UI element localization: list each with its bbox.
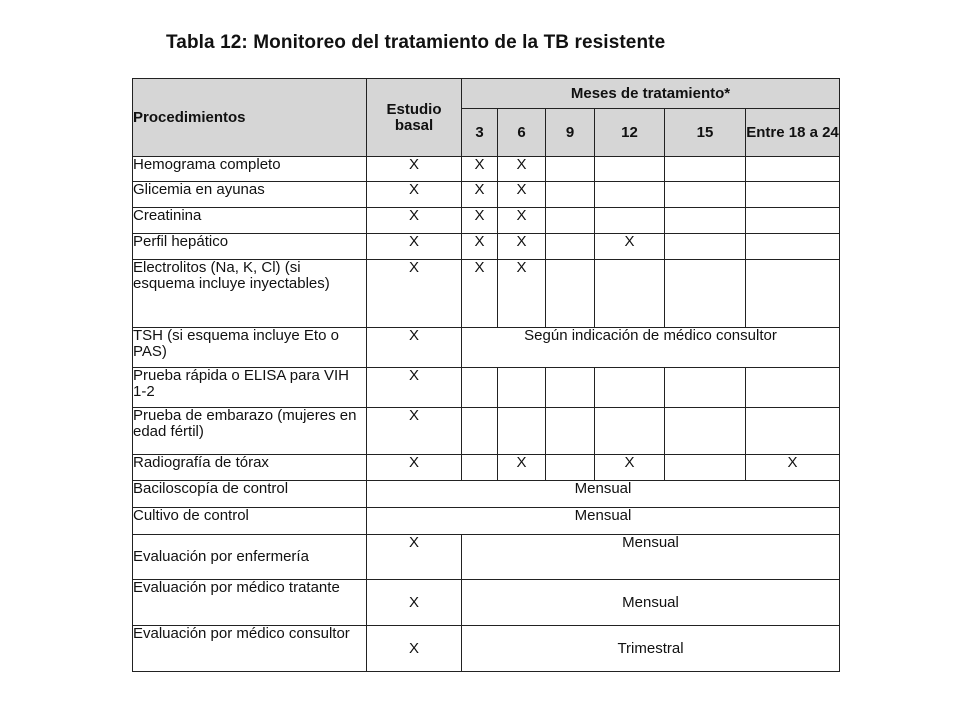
header-month: Entre 18 a 24 xyxy=(746,109,840,157)
month-cell: X xyxy=(498,260,546,328)
month-cell: X xyxy=(595,455,665,481)
month-cell xyxy=(498,368,546,408)
procedure-label: Hemograma completo xyxy=(133,157,367,182)
basal-cell: X xyxy=(367,580,462,626)
span-note: Trimestral xyxy=(462,626,840,672)
table-row xyxy=(133,455,840,481)
procedure-label: Creatinina xyxy=(133,208,367,234)
procedure-label: TSH (si esquema incluye Eto o PAS) xyxy=(133,328,367,368)
basal-cell: X xyxy=(367,626,462,672)
table-row xyxy=(133,481,840,508)
header-meses: Meses de tratamiento* xyxy=(462,79,840,109)
month-cell xyxy=(746,208,840,234)
procedure-label: Baciloscopía de control xyxy=(133,481,367,508)
header-month: 15 xyxy=(665,109,746,157)
month-cell xyxy=(746,368,840,408)
table-row xyxy=(133,157,840,182)
basal-cell: X xyxy=(367,535,462,580)
span-note: Mensual xyxy=(367,481,840,508)
basal-cell: X xyxy=(367,368,462,408)
basal-cell: X xyxy=(367,208,462,234)
month-cell xyxy=(595,260,665,328)
table-row xyxy=(133,182,840,208)
month-cell xyxy=(462,455,498,481)
basal-cell: X xyxy=(367,260,462,328)
month-cell xyxy=(546,234,595,260)
procedure-label: Evaluación por médico consultor xyxy=(133,626,367,672)
month-cell xyxy=(462,368,498,408)
month-cell xyxy=(546,408,595,455)
month-cell xyxy=(665,208,746,234)
month-cell xyxy=(746,157,840,182)
month-cell xyxy=(595,368,665,408)
basal-cell: X xyxy=(367,234,462,260)
table-row xyxy=(133,508,840,535)
procedure-label: Evaluación por enfermería xyxy=(133,535,367,580)
month-cell: X xyxy=(498,157,546,182)
month-cell: X xyxy=(462,234,498,260)
month-cell xyxy=(498,408,546,455)
month-cell xyxy=(546,368,595,408)
month-cell xyxy=(546,157,595,182)
month-cell xyxy=(595,182,665,208)
procedure-label: Evaluación por médico tratante xyxy=(133,580,367,626)
procedure-label: Prueba rápida o ELISA para VIH 1-2 xyxy=(133,368,367,408)
table-row xyxy=(133,328,840,368)
month-cell: X xyxy=(595,234,665,260)
month-cell xyxy=(595,208,665,234)
table-row xyxy=(133,626,840,672)
table-row xyxy=(133,580,840,626)
month-cell: X xyxy=(746,455,840,481)
month-cell: X xyxy=(498,182,546,208)
table-row xyxy=(133,208,840,234)
month-cell: X xyxy=(498,455,546,481)
basal-cell: X xyxy=(367,408,462,455)
month-cell xyxy=(546,182,595,208)
month-cell: X xyxy=(498,234,546,260)
monitoring-table xyxy=(132,78,840,672)
month-cell xyxy=(546,455,595,481)
basal-cell: X xyxy=(367,157,462,182)
procedure-label: Prueba de embarazo (mujeres en edad fértil) xyxy=(133,408,367,455)
month-cell xyxy=(746,260,840,328)
month-cell: X xyxy=(462,208,498,234)
month-cell xyxy=(462,408,498,455)
month-cell xyxy=(665,182,746,208)
procedure-label: Perfil hepático xyxy=(133,234,367,260)
month-cell xyxy=(665,455,746,481)
procedure-label: Cultivo de control xyxy=(133,508,367,535)
table-row xyxy=(133,260,840,328)
month-cell: X xyxy=(462,182,498,208)
month-cell: X xyxy=(498,208,546,234)
month-cell xyxy=(665,234,746,260)
table-title: Tabla 12: Monitoreo del tratamiento de la TB resistente xyxy=(166,32,666,53)
month-cell xyxy=(746,182,840,208)
span-note: Mensual xyxy=(367,508,840,535)
month-cell xyxy=(595,408,665,455)
header-procedimientos: Procedimientos xyxy=(133,79,367,157)
header-month: 12 xyxy=(595,109,665,157)
month-cell xyxy=(595,157,665,182)
month-cell: X xyxy=(462,157,498,182)
table-row xyxy=(133,234,840,260)
table-row xyxy=(133,408,840,455)
table-row xyxy=(133,368,840,408)
procedure-label: Radiografía de tórax xyxy=(133,455,367,481)
month-cell xyxy=(665,408,746,455)
span-note: Según indicación de médico consultor xyxy=(462,328,840,368)
span-note: Mensual xyxy=(462,580,840,626)
month-cell xyxy=(746,234,840,260)
header-estudio-basal: Estudio basal xyxy=(367,79,462,157)
month-cell xyxy=(665,368,746,408)
basal-cell: X xyxy=(367,455,462,481)
table-row xyxy=(133,535,840,580)
procedure-label: Glicemia en ayunas xyxy=(133,182,367,208)
procedure-label: Electrolitos (Na, K, Cl) (si esquema incluye inyectables) xyxy=(133,260,367,328)
header-month: 3 xyxy=(462,109,498,157)
month-cell xyxy=(546,208,595,234)
month-cell xyxy=(546,260,595,328)
month-cell xyxy=(665,260,746,328)
month-cell: X xyxy=(462,260,498,328)
month-cell xyxy=(746,408,840,455)
header-month: 6 xyxy=(498,109,546,157)
span-note: Mensual xyxy=(462,535,840,580)
basal-cell: X xyxy=(367,182,462,208)
basal-cell: X xyxy=(367,328,462,368)
header-month: 9 xyxy=(546,109,595,157)
month-cell xyxy=(665,157,746,182)
